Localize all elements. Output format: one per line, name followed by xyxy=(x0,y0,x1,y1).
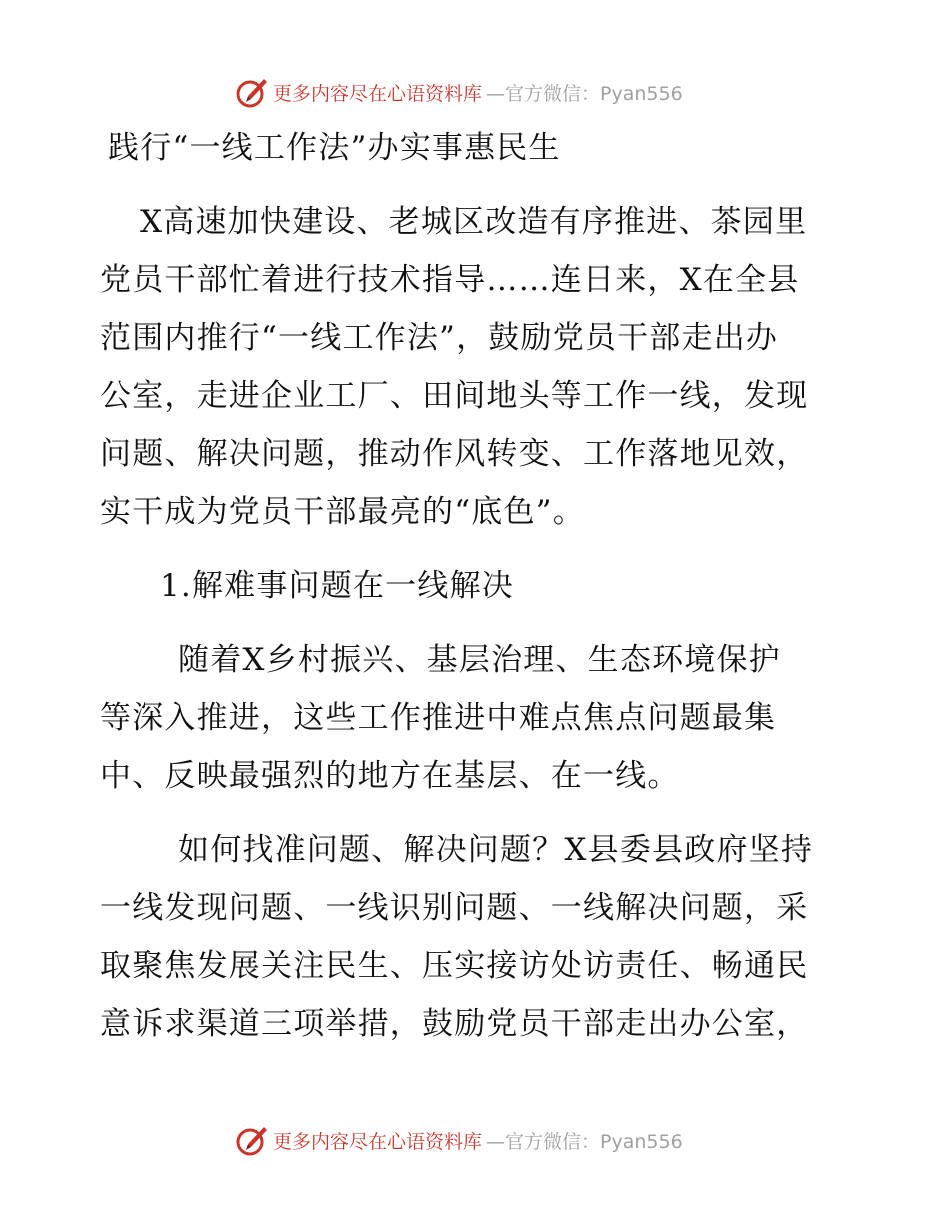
paragraph2-line: 中、反映最强烈的地方在基层、在一线。 xyxy=(100,758,680,794)
pen-logo-icon xyxy=(235,1123,269,1157)
paragraph3-line: 意诉求渠道三项举措，鼓励党员干部走出办公室， xyxy=(100,1006,809,1042)
paragraph1-line: 范围内推行“一线工作法”，鼓励党员干部走出办 xyxy=(100,320,779,356)
paragraph3-line: 如何找准问题、解决问题？X县委县政府坚持 xyxy=(178,832,814,868)
paragraph2-line: 等深入推进，这些工作推进中难点焦点问题最集 xyxy=(100,700,777,736)
watermark-text: 更多内容尽在心语资料库 xyxy=(273,1130,483,1153)
paragraph1-line: 党员干部忙着进行技术指导……连日来，X在全县 xyxy=(100,262,800,298)
document-title: 践行“一线工作法”办实事惠民生 xyxy=(108,130,561,166)
footer-watermark xyxy=(235,1120,683,1160)
watermark-contact: —官方微信：Pyan556 xyxy=(486,82,683,105)
paragraph1-line: 问题、解决问题，推动作风转变、工作落地见效， xyxy=(100,436,809,472)
header-watermark xyxy=(235,72,683,112)
paragraph1-line: 实干成为党员干部最亮的“底色”。 xyxy=(100,494,585,530)
paragraph3-line: 取聚焦发展关注民生、压实接访处访责任、畅通民 xyxy=(100,948,809,984)
section-heading: 1.解难事问题在一线解决 xyxy=(160,568,514,604)
watermark-text: 更多内容尽在心语资料库 xyxy=(273,82,483,105)
paragraph1-line: 公室，走进企业工厂、田间地头等工作一线，发现 xyxy=(100,378,809,414)
watermark-contact: —官方微信：Pyan556 xyxy=(486,1130,683,1153)
paragraph1-line: X高速加快建设、老城区改造有序推进、茶园里 xyxy=(140,204,808,240)
pen-logo-icon xyxy=(235,75,269,109)
paragraph2-line: 随着X乡村振兴、基层治理、生态环境保护 xyxy=(178,642,781,678)
paragraph3-line: 一线发现问题、一线识别问题、一线解决问题，采 xyxy=(100,890,809,926)
